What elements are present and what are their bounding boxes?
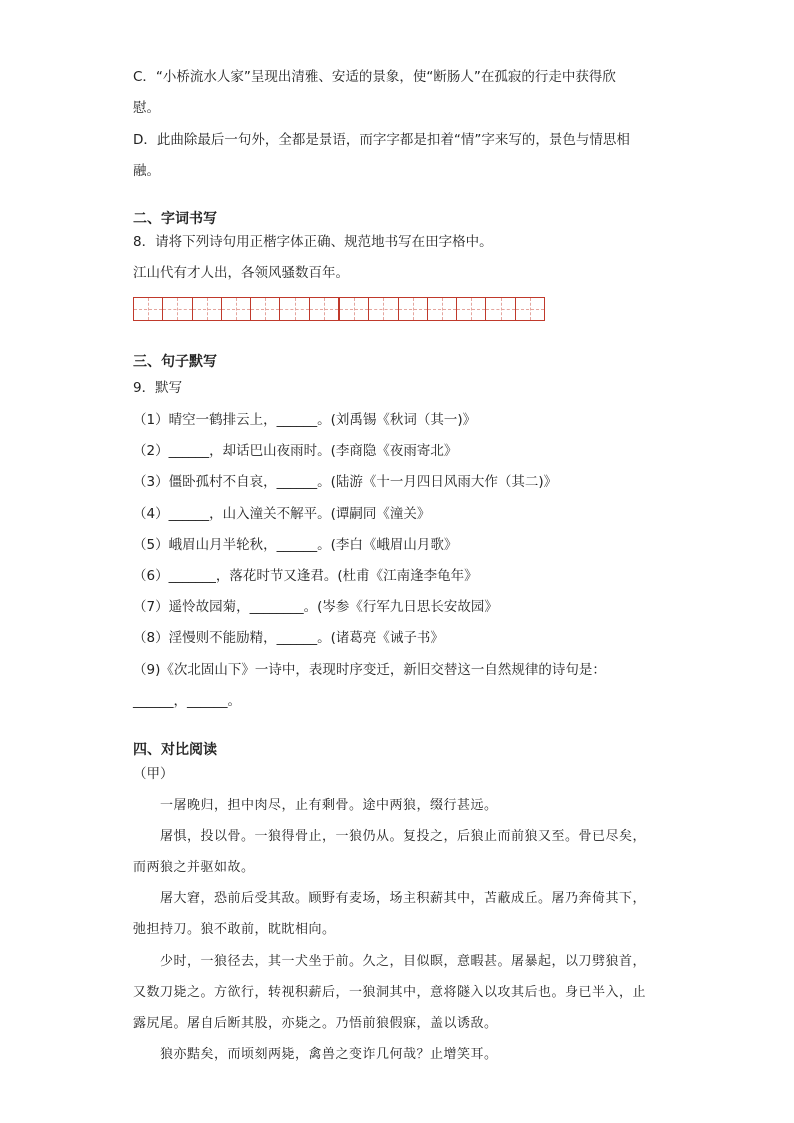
- passage-line: 少时，一狼径去，其一犬坐于前。久之，目似瞑，意暇甚。屠暴起，以刀劈狼首，: [160, 954, 647, 969]
- grid-cell[interactable]: [193, 298, 222, 320]
- recite-item-9: （9)《次北固山下》一诗中，表现时序变迁，新旧交替这一自然规律的诗句是：: [133, 662, 606, 678]
- passage-line: 弛担持刀。狼不敢前，眈眈相向。: [133, 922, 336, 937]
- grid-cell[interactable]: [340, 298, 369, 320]
- recite-item-2: （2）______，却话巴山夜雨时。(李商隐《夜雨寄北》: [133, 443, 458, 459]
- grid-cell[interactable]: [428, 298, 457, 320]
- grid-cell[interactable]: [280, 298, 309, 320]
- passage-line: 一屠晚归，担中肉尽，止有剩骨。途中两狼，缀行甚远。: [160, 798, 498, 813]
- recite-item-1: （1）晴空一鹤排云上，______。(刘禹锡《秋词（其一)》: [133, 412, 477, 428]
- grid-cell[interactable]: [457, 298, 486, 320]
- grid-cell[interactable]: [486, 298, 515, 320]
- poem-line: 江山代有才人出，各领风骚数百年。: [133, 265, 349, 281]
- recite-item-9-answer: ______，______。: [133, 693, 241, 709]
- grid-cell[interactable]: [222, 298, 251, 320]
- passage-part-label: （甲）: [133, 766, 174, 782]
- option-c-line1: C．“小桥流水人家”呈现出清雅、安适的景象，使“断肠人”在孤寂的行走中获得欣: [133, 69, 616, 85]
- passage-line: 而两狼之并驱如故。: [133, 860, 255, 875]
- option-d-line1: D．此曲除最后一句外，全都是景语，而字字都是扣着“情”字来写的，景色与情思相: [133, 132, 630, 148]
- passage-line: 又数刀毙之。方欲行，转视积薪后，一狼洞其中，意将隧入以攻其后也。身已半入，止: [133, 985, 647, 1000]
- grid-cell[interactable]: [251, 298, 280, 320]
- option-d-line2: 融。: [133, 163, 160, 179]
- section-heading-4: 四、对比阅读: [133, 742, 217, 758]
- recite-item-7: （7）遥怜故园菊，________。(岑参《行军九日思长安故园》: [133, 599, 498, 615]
- recite-item-5: （5）峨眉山月半轮秋，______。(李白《峨眉山月歌》: [133, 537, 458, 553]
- recite-item-8: （8）淫慢则不能励精，______。(诸葛亮《诫子书》: [133, 630, 444, 646]
- passage-line: 屠大窘，恐前后受其敌。顾野有麦场，场主积薪其中，苫蔽成丘。屠乃奔倚其下，: [160, 891, 647, 906]
- grid-cell[interactable]: [516, 298, 544, 320]
- tianzige-grid[interactable]: [133, 297, 545, 321]
- passage-line: 屠惧，投以骨。一狼得骨止，一狼仍从。复投之，后狼止而前狼又至。骨已尽矣，: [160, 829, 647, 844]
- option-c-line2: 慰。: [133, 100, 160, 116]
- grid-cell[interactable]: [399, 298, 428, 320]
- grid-cell[interactable]: [369, 298, 398, 320]
- grid-cell[interactable]: [134, 298, 163, 320]
- grid-cell[interactable]: [163, 298, 192, 320]
- question-8: 8．请将下列诗句用正楷字体正确、规范地书写在田字格中。: [133, 234, 493, 250]
- passage-line: 露尻尾。屠自后断其股，亦毙之。乃悟前狼假寐，盖以诱敌。: [133, 1016, 498, 1031]
- question-9: 9．默写: [133, 380, 183, 396]
- recite-item-6: （6）_______，落花时节又逢君。(杜甫《江南逢李龟年》: [133, 568, 478, 584]
- grid-cell[interactable]: [310, 298, 340, 320]
- passage-line: 狼亦黠矣，而顷刻两毙，禽兽之变诈几何哉？止增笑耳。: [160, 1047, 498, 1062]
- section-heading-2: 二、字词书写: [133, 211, 217, 227]
- recite-item-4: （4）______，山入潼关不解平。(谭嗣同《潼关》: [133, 506, 431, 522]
- section-heading-3: 三、句子默写: [133, 354, 217, 370]
- recite-item-3: （3）僵卧孤村不自哀，______。(陆游《十一月四日风雨大作（其二)》: [133, 474, 558, 490]
